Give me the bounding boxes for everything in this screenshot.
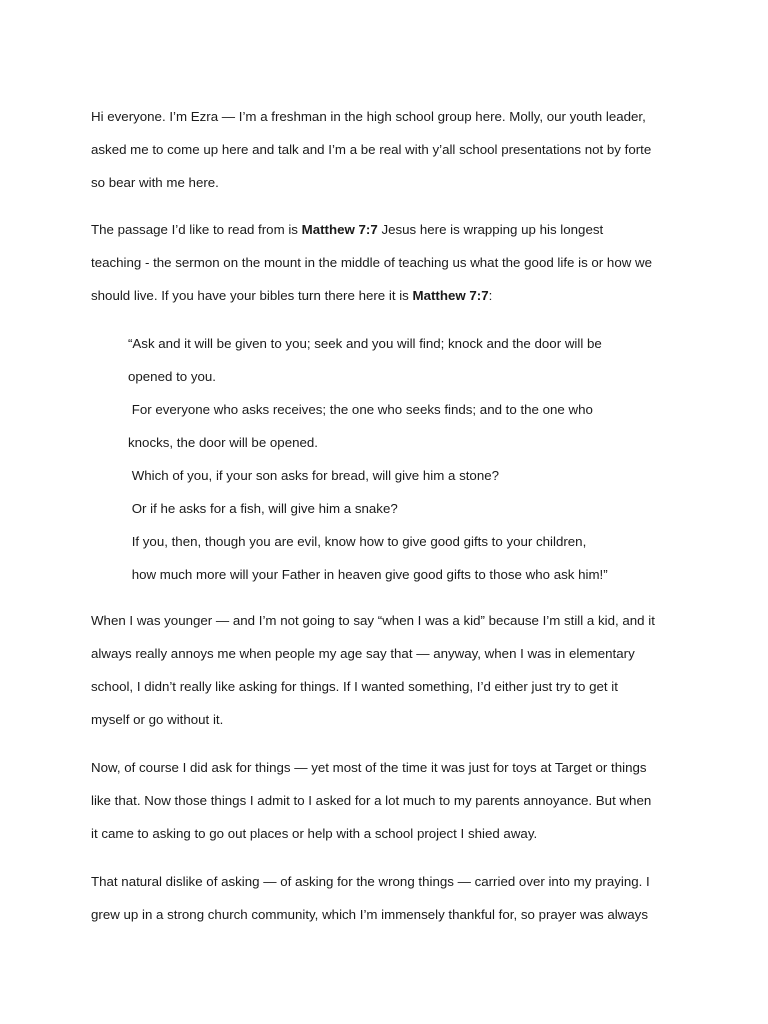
text-line (91, 213, 691, 246)
text-fragment: The passage I’d like to read from is (91, 222, 302, 237)
text-line: it came to asking to go out places or help with a school project I shied away. (91, 826, 538, 841)
text-line: always really annoys me when people my age say that — anyway, when I was in elementary (91, 646, 635, 661)
text-line: Hi everyone. I’m Ezra — I’m a freshman in the high school group here. Molly, our youth leader, (91, 109, 646, 124)
text-fragment: : (488, 288, 493, 303)
paragraph-childhood (91, 604, 691, 736)
text-line: Now, of course I did ask for things — yet most of the time it was just for toys at Target or things (91, 760, 647, 775)
paragraph-prayer (91, 865, 691, 931)
text-line: asked me to come up here and talk and I’m a be real with y’all school presentations not by forte (91, 142, 652, 157)
text-fragment: Jesus here is wrapping up his longest (377, 222, 604, 237)
quote-line: For everyone who asks receives; the one who seeks finds; and to the one who (128, 402, 593, 417)
scripture-reference: Matthew 7:7 (412, 288, 489, 303)
paragraph-passage (91, 213, 691, 312)
quote-line: how much more will your Father in heaven give good gifts to those who ask him!” (128, 567, 608, 582)
quote-line: “Ask and it will be given to you; seek and you will find; knock and the door will be (128, 336, 602, 351)
text-line: teaching - the sermon on the mount in the middle of teaching us what the good life is or how we (91, 255, 653, 270)
quote-line: Which of you, if your son asks for bread, will give him a stone? (128, 468, 500, 483)
text-line: When I was younger — and I’m not going to say “when I was a kid” because I’m still a kid, and it (91, 613, 655, 628)
quote-line: opened to you. (128, 369, 216, 384)
scripture-reference: Matthew 7:7 (301, 222, 378, 237)
text-fragment: should live. If you have your bibles turn there here it is (91, 288, 413, 303)
quote-line: knocks, the door will be opened. (128, 435, 318, 450)
text-line: school, I didn’t really like asking for things. If I wanted something, I’d either just try to get it (91, 679, 618, 694)
quote-line: Or if he asks for a fish, will give him a snake? (128, 501, 398, 516)
text-line: That natural dislike of asking — of asking for the wrong things — carried over into my praying. I (91, 874, 650, 889)
text-line: like that. Now those things I admit to I asked for a lot much to my parents annoyance. But when (91, 793, 652, 808)
text-line: so bear with me here. (91, 175, 219, 190)
text-line: myself or go without it. (91, 712, 224, 727)
text-line: grew up in a strong church community, which I’m immensely thankful for, so prayer was always (91, 907, 648, 922)
scripture-quote (128, 327, 688, 591)
paragraph-asking (91, 751, 691, 850)
quote-line: If you, then, though you are evil, know how to give good gifts to your children, (128, 534, 587, 549)
text-line (91, 279, 691, 312)
paragraph-intro (91, 100, 691, 199)
